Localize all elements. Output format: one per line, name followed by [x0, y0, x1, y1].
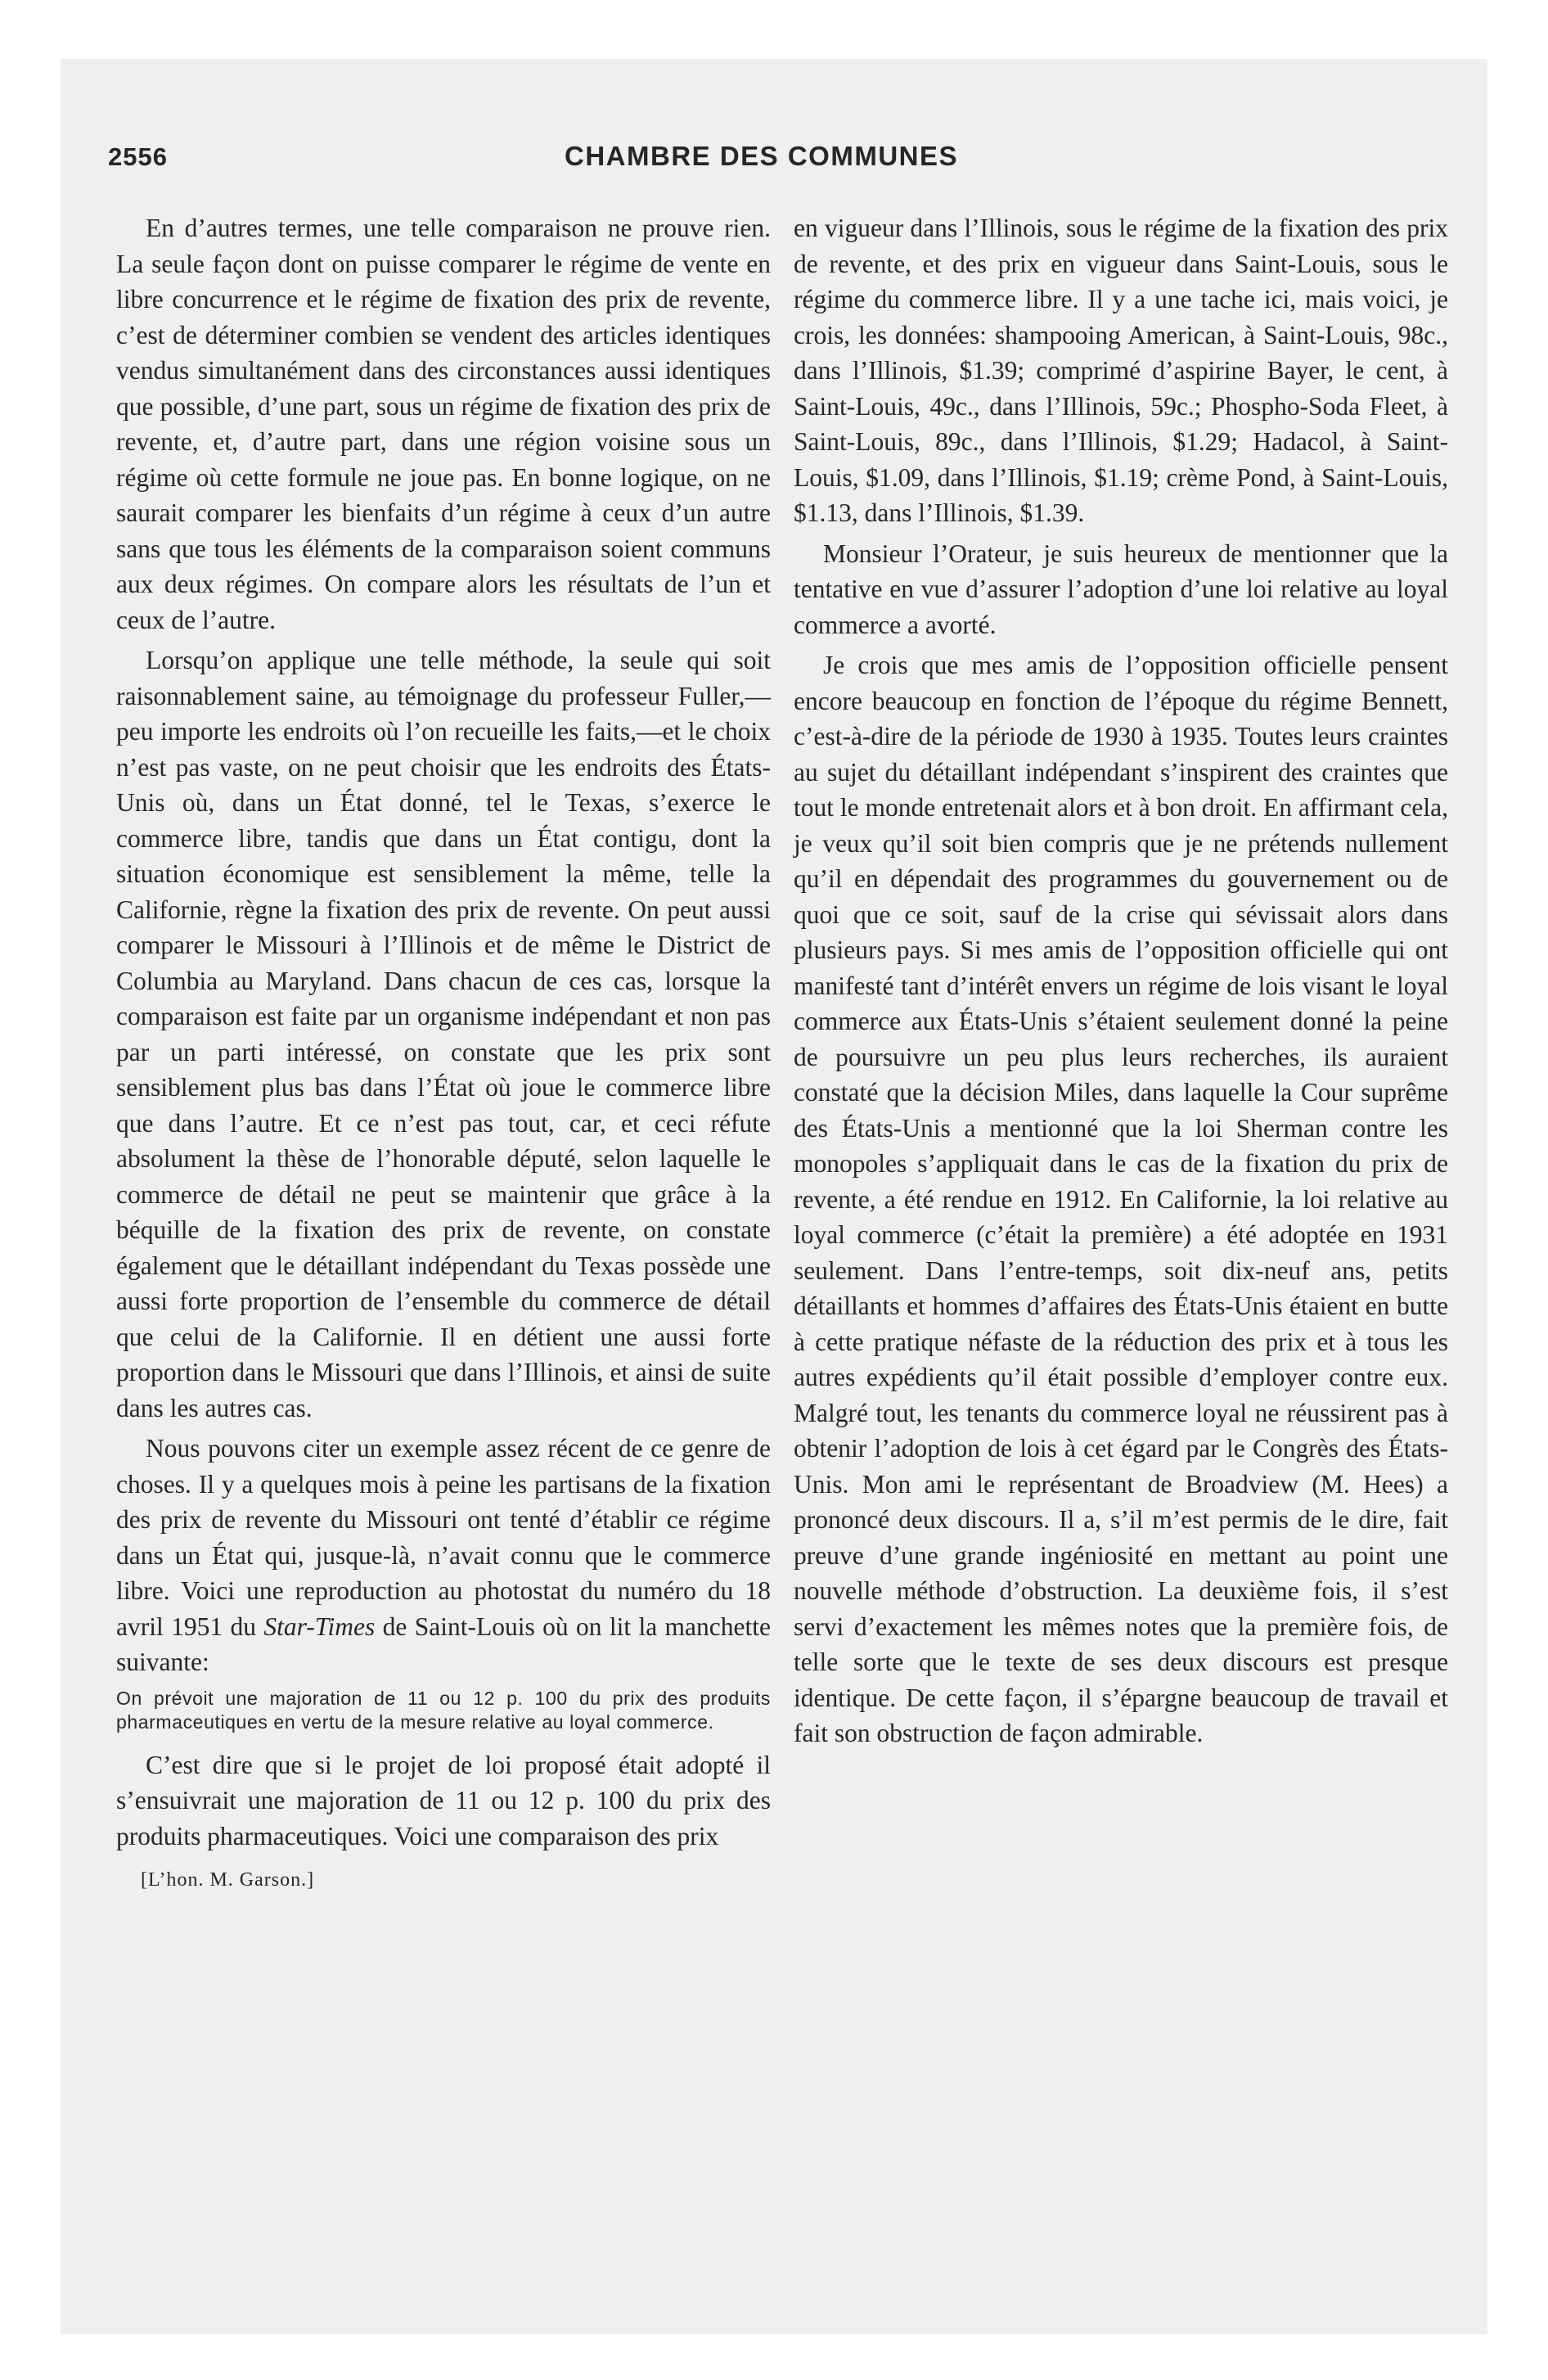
paragraph: en vigueur dans l’Illinois, sous le régime de la fixation des prix de revente, et des prix en vigueur dans Saint-Louis, sous le régime du commerce libre. Il y a une tache ici, mais voici, je crois, les données: shampooing American, à Saint-Louis, 98c., dans l’Illinois, $1.39; comprimé d’aspirine Bayer, le cent, à Saint-Louis, 49c., dans l’Illinois, 59c.; Phospho-Soda Fleet, à Saint-Louis, 89c., dans l’Illinois, $1.29; Hadacol, à Saint-Louis, $1.09, dans l’Illinois, $1.19; crème Pond, à Saint-Louis, $1.13, dans l’Illinois, $1.39.	[794, 214, 1448, 527]
right-column	[794, 210, 1448, 1756]
paragraph-text: Nous pouvons citer un exemple assez récent de ce genre de choses. Il y a quelques mois à peine les partisans de la fixation des prix de revente du Missouri ont tenté d’établir ce régime dans un État qui, jusque-là, n’avait connu que le commerce libre. Voici une reproduction au photostat du numéro du 18 avril 1951 du	[116, 1434, 771, 1641]
paragraph	[116, 1431, 771, 1680]
paragraph: En d’autres termes, une telle comparaison ne prouve rien. La seule façon dont on puisse comparer le régime de vente en libre concurrence et le régime de fixation des prix de revente, c’est de déterminer combien se vendent des articles identiques vendus simultanément dans des circonstances aussi identiques que possible, d’une part, sous un régime de fixation des prix de revente, et, d’autre part, dans une région voisine sous un régime où cette formule ne joue pas. En bonne logique, on ne saurait comparer les bienfaits d’un régime à ceux d’un autre sans que tous les éléments de la comparaison soient communs aux deux régimes. On compare alors les résultats de l’un et ceux de l’autre.	[116, 214, 771, 634]
page-number: 2556	[108, 142, 168, 171]
newspaper-title: Star-Times	[263, 1611, 376, 1641]
speaker-byline: [L’hon. M. Garson.]	[141, 1869, 315, 1891]
left-column	[116, 210, 771, 1893]
paragraph: Monsieur l’Orateur, je suis heureux de mentionner que la tentative en vue d’assurer l’adoption d’une loi relative au loyal commerce a avorté.	[794, 539, 1448, 639]
headline-quote: On prévoit une majoration de 11 ou 12 p. 100 du prix des produits pharmaceutiques en vertu de la mesure relative au loyal commerce.	[116, 1687, 771, 1733]
paragraph: Je crois que mes amis de l’opposition officielle pensent encore beaucoup en fonction de l’époque du régime Bennett, c’est-à-dire de la période de 1930 à 1935. Toutes leurs craintes au sujet du détaillant indépendant s’inspirent des craintes que tout le monde entretenait alors et à bon droit. En affirmant cela, je veux qu’il soit bien compris que je ne prétends nullement qu’il en dépendait des programmes du gouvernement ou de quoi que ce soit, sauf de la crise qui sévissait alors dans plusieurs pays. Si mes amis de l’opposition officielle qui ont manifesté tant d’intérêt envers un régime de lois visant le loyal commerce aux États-Unis s’étaient seulement donné la peine de poursuivre un peu plus leurs recherches, ils auraient constaté que la décision Miles, dans laquelle la Cour suprême des États-Unis a mentionné que la loi Sherman contre les monopoles s’appliquait dans le cas de la fixation du prix de revente, a été rendue en 1912. En Californie, la loi relative au loyal commerce (c’était la première) a été adoptée en 1931 seulement. Dans l’entre-temps, soit dix-neuf ans, petits détaillants et hommes d’affaires des États-Unis étaient en butte à cette pratique néfaste de la réduction des prix et à tous les autres expédients qu’il était possible d’employer contre eux. Malgré tout, les tenants du commerce loyal ne réussirent pas à obtenir l’adoption de lois à cet égard par le Congrès des États-Unis. Mon ami le représentant de Broadview (M. Hees) a prononcé deux discours. Il a, s’il m’est permis de le dire, fait preuve d’une grande ingéniosité en mettant au point une nouvelle méthode d’obstruction. La deuxième fois, il s’est servi d’exactement les mêmes notes que la première fois, de telle sorte que le texte de ses deux discours est presque identique. De cette façon, il s’épargne beaucoup de travail et fait son obstruction de façon admirable.	[794, 651, 1448, 1747]
running-head: CHAMBRE DES COMMUNES	[565, 141, 959, 171]
paragraph: C’est dire que si le projet de loi proposé était adopté il s’ensuivrait une majoration de 11 ou 12 p. 100 du prix des produits pharmaceutiques. Voici une comparaison des prix	[116, 1750, 771, 1850]
paragraph: Lorsqu’on applique une telle méthode, la seule qui soit raisonnablement saine, au témoignage du professeur Fuller,—peu importe les endroits où l’on recueille les faits,—et le choix n’est pas vaste, on ne peut choisir que les endroits des États-Unis où, dans un État donné, tel le Texas, s’exerce le commerce libre, tandis que dans un État contigu, dont la situation économique est sensiblement la même, telle la Californie, règne la fixation des prix de revente. On peut aussi comparer le Missouri à l’Illinois et de même le District de Columbia au Maryland. Dans chacun de ces cas, lorsque la comparaison est faite par un organisme indépendant et non pas par un parti intéressé, on constate que les prix sont sensiblement plus bas dans l’État où joue le commerce libre que dans l’autre. Et ce n’est pas tout, car, et ceci réfute absolument la thèse de l’honorable député, selon laquelle le commerce de détail ne peut se maintenir que grâce à la béquille de la fixation des prix de revente, on constate également que le détaillant indépendant du Texas possède une aussi forte proportion de l’ensemble du commerce de détail que celui de la Californie. Il en détient une aussi forte proportion dans le Missouri que dans l’Illinois, et ainsi de suite dans les autres cas.	[116, 646, 771, 1422]
paragraph-text: de Saint-Louis où on lit la manchette suivante:	[116, 1611, 771, 1676]
